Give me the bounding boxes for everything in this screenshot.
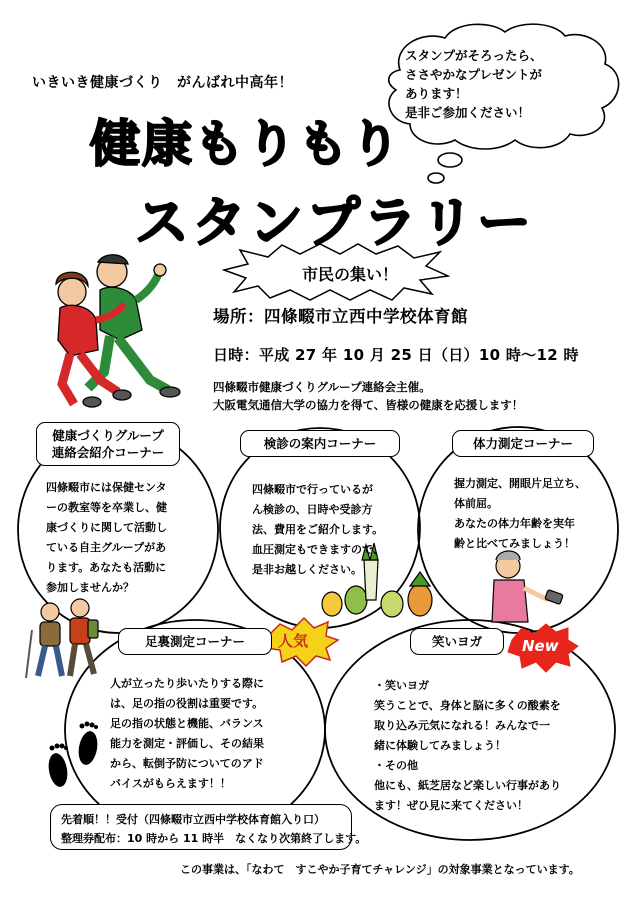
body-line: 他にも、紙芝居など楽しい行事があり (374, 779, 561, 792)
body-line: ん検診の、日時や受診方 (252, 503, 373, 516)
new-badge-text: New (522, 637, 559, 655)
corner-body-yoga (374, 676, 561, 816)
body-line: バイスがもらえます！！ (110, 777, 231, 790)
corner-body-fitness (454, 474, 586, 554)
body-line: 四條畷市には保健センタ (46, 481, 167, 494)
corner-body-group (46, 478, 167, 598)
footprints-icon (46, 722, 100, 789)
body-line: 体前屈。 (454, 497, 498, 510)
organizer-line: 四條畷市健康づくりグループ連絡会主催。 (213, 380, 431, 394)
cloud-line: あります！ (405, 86, 468, 101)
organizer-info (213, 378, 523, 414)
cloud-line: ささやかなプレゼントが (405, 67, 543, 82)
tagline: いきいき健康づくり がんばれ中高年！ (32, 75, 293, 91)
body-line: 康づくりに関して活動し (46, 521, 167, 534)
body-line: ます！ぜひ見に来てください！ (374, 799, 528, 812)
body-line: ります。あなたも活動に (46, 561, 167, 574)
body-line: 足の指の状態と機能、バランス (110, 717, 264, 730)
notice-line-reception: 先着順！！受付（四條畷市立西中学校体育館入り口） (61, 813, 325, 826)
body-line: ・その他 (374, 759, 418, 772)
corner-label-foot: 足裏測定コーナー (118, 628, 272, 655)
corner-body-foot (110, 674, 264, 794)
organizer-line: 大阪電気通信大学の協力を得て、皆様の健康を応援します！ (213, 398, 524, 412)
corner-label-yoga: 笑いヨガ (410, 628, 504, 655)
body-line: あなたの体力年齢を実年 (454, 517, 575, 530)
notice-line-ticket: 整理券配布：10 時から 11 時半 なくなり次第終了します。 (61, 832, 367, 845)
poster-title-line1: 健康もりもり (90, 115, 402, 173)
corner-label-line: 健康づくりグループ (52, 428, 164, 443)
poster-title-line2: スタンプラリー (135, 191, 534, 254)
body-line: 笑うことで、身体と脳に多くの酸素を (374, 699, 561, 712)
body-line: 参加しませんか？ (46, 581, 134, 594)
cloud-message (405, 46, 605, 122)
corner-label-fitness: 体力測定コーナー (452, 430, 594, 457)
body-line: 血圧測定もできますので、 (252, 543, 384, 556)
body-line: 齢と比べてみましょう！ (454, 537, 575, 550)
corner-label-checkup: 検診の案内コーナー (240, 430, 400, 457)
body-line: 取り込み元気になれる！みんなで一 (374, 719, 550, 732)
body-line: 能力を測定・評価し、その結果 (110, 737, 264, 750)
body-line: ている自主グループがあ (46, 541, 167, 554)
event-datetime: 日時：平成 27 年 10 月 25 日（日）10 時～12 時 (213, 346, 579, 364)
event-label: 市民の集い！ (301, 265, 398, 284)
popular-badge-text: 人気 (278, 632, 309, 650)
hikers-illustration (26, 599, 98, 678)
body-line: は、足の指の役割は重要です。 (110, 697, 264, 710)
runners-illustration (56, 255, 180, 407)
corner-body-checkup (252, 480, 384, 580)
body-line: から、転倒予防についてのアド (110, 757, 264, 770)
body-line: ーの教室等を卒業し、健 (46, 501, 167, 514)
footer-note: この事業は、「なわて すこやか子育てチャレンジ」の対象事業となっています。 (180, 863, 580, 876)
corner-label-line: 連絡会紹介コーナー (51, 445, 165, 460)
body-line: ・笑いヨガ (374, 679, 429, 692)
body-line: 人が立ったり歩いたりする際に (110, 677, 264, 690)
body-line: 法、費用をご紹介します。 (252, 523, 384, 536)
corner-label-group (36, 422, 180, 466)
notice-box (50, 804, 367, 850)
cloud-line: スタンプがそろったら、 (405, 48, 543, 63)
body-line: 四條畷市で行っているが (252, 483, 373, 496)
event-place: 場所：四條畷市立西中学校体育館 (213, 307, 468, 326)
body-line: 握力測定、開眼片足立ち、 (454, 477, 586, 490)
body-line: 緒に体験してみましょう！ (374, 739, 506, 752)
fitness-woman-illustration (492, 551, 563, 622)
cloud-line: 是非ご参加ください！ (405, 105, 531, 120)
body-line: 是非お越しください。 (252, 563, 362, 576)
